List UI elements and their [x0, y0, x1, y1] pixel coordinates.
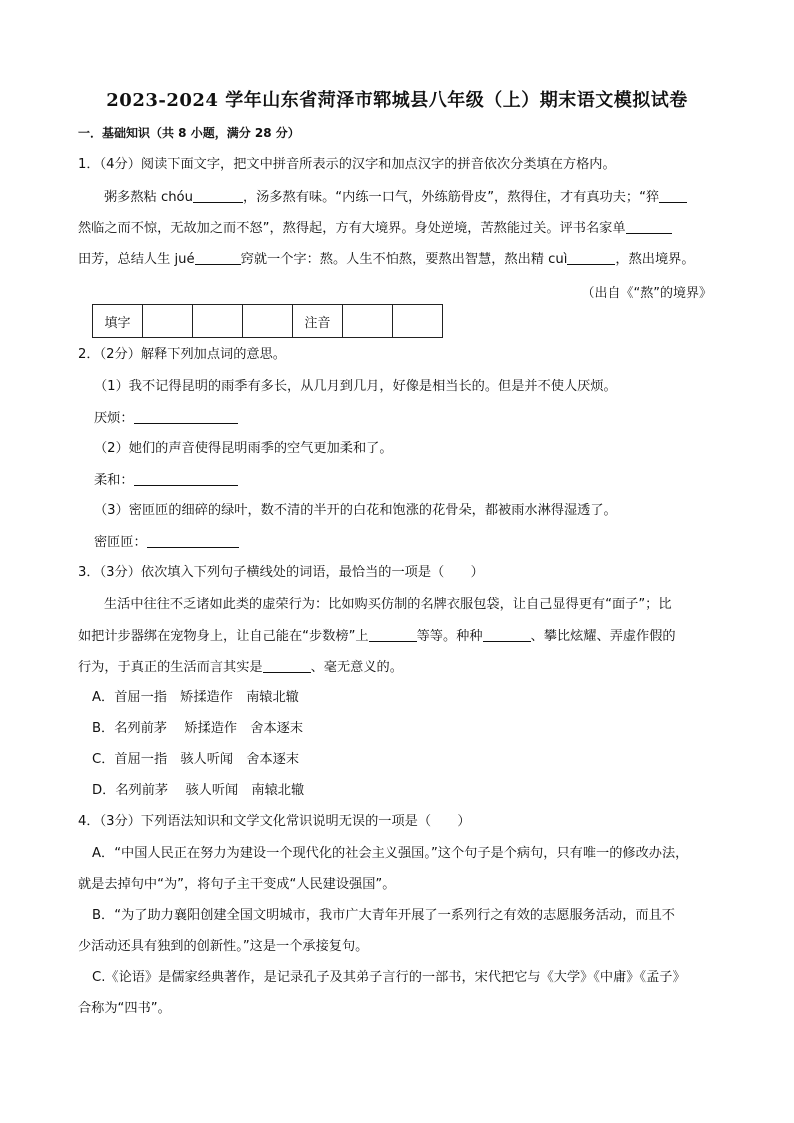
q3-option-b[interactable]: B．名列前茅 矫揉造作 舍本逐末: [92, 721, 304, 736]
answer-cell[interactable]: [343, 305, 393, 338]
q3-paragraph-line1: 生活中往往不乏诸如此类的虚荣行为：比如购买仿制的名牌衣服包袋，让自己显得更有“面子”；比: [104, 597, 672, 612]
q2-answer-1: [94, 409, 238, 428]
q4-option-c-line1[interactable]: C.《论语》是儒家经典著作，是记录孔子及其弟子言行的一部书，宋代把它与《大学》《中庸》《孟子》: [92, 970, 686, 985]
q1-stem: 1．（4分）阅读下面文字，把文中拼音所表示的汉字和加点汉字的拼音依次分类填在方格内。: [78, 157, 616, 172]
q2-sentence-1: （1）我不记得昆明的雨季有多长，从几月到几月，好像是相当长的。但是并不使人厌烦。: [94, 379, 617, 394]
answer-blank[interactable]: [483, 627, 531, 642]
answer-cell[interactable]: [393, 305, 443, 338]
answer-cell[interactable]: [143, 305, 193, 338]
q1-paragraph-line3: [78, 250, 695, 269]
q2-sentence-3: （3）密匝匝的细碎的绿叶，数不清的半开的白花和饱涨的花骨朵，都被雨水淋得湿透了。: [94, 503, 617, 518]
q2-stem: 2．（2分）解释下列加点词的意思。: [78, 347, 286, 362]
q2-answer-label: 厌烦：: [94, 411, 134, 426]
q3-text: 、毫无意义的。: [310, 660, 403, 675]
q3-option-c[interactable]: C．首屈一指 骇人听闻 舍本逐末: [92, 752, 300, 767]
q2-answer-3: [94, 533, 239, 552]
q1-answer-table: [92, 304, 443, 338]
answer-blank[interactable]: [659, 188, 687, 203]
q1-text: ，汤多熬有味。“内练一口气，外练筋骨皮”，熬得住，才有真功夫；“猝: [242, 190, 660, 205]
q1-source: （出自《“熬”的境界》: [581, 286, 712, 301]
q4-stem: 4．（3分）下列语法知识和文学文化常识说明无误的一项是（ ）: [78, 814, 471, 829]
pinyin-label-cell: 注音: [293, 305, 343, 338]
q4-option-a-line1[interactable]: A．“中国人民正在努力为建设一个现代化的社会主义强国。”这个句子是个病句，只有唯一的修改办法，: [92, 846, 689, 861]
q2-sentence-2: （2）她们的声音使得昆明雨季的空气更加柔和了。: [94, 441, 393, 456]
q3-text: 如把计步器绑在宠物身上，让自己能在“步数榜”上: [78, 629, 369, 644]
q4-option-c-line2: 合称为“四书”。: [78, 1001, 171, 1016]
q3-paragraph-line3: [78, 658, 403, 677]
answer-blank[interactable]: [626, 219, 672, 234]
answer-blank[interactable]: [134, 409, 238, 424]
q1-paragraph-line1: [104, 188, 687, 207]
answer-blank[interactable]: [195, 250, 241, 265]
q3-option-d[interactable]: D．名列前茅 骇人听闻 南辕北辙: [92, 783, 305, 798]
q3-text: 行为，于真正的生活而言其实是: [78, 660, 263, 675]
answer-blank[interactable]: [263, 658, 311, 673]
answer-cell[interactable]: [193, 305, 243, 338]
answer-blank[interactable]: [193, 188, 243, 203]
q4-option-b-line2: 少活动还具有独到的创新性。”这是一个承接复句。: [78, 939, 369, 954]
q3-stem: 3．（3分）依次填入下列句子横线处的词语，最恰当的一项是（ ）: [78, 565, 484, 580]
q1-text: 田芳，总结人生 jué: [78, 252, 195, 267]
q1-text: 粥多熬粘 chóu: [104, 190, 193, 205]
q4-option-a-line2: 就是去掉句中“为”，将句子主干变成“人民建设强国”。: [78, 877, 396, 892]
q3-paragraph-line2: [78, 627, 676, 646]
answer-blank[interactable]: [567, 250, 615, 265]
page-title: 2023-2024 学年山东省菏泽市郓城县八年级（上）期末语文模拟试卷: [106, 90, 688, 111]
fill-label-cell: 填字: [93, 305, 143, 338]
answer-blank[interactable]: [369, 627, 417, 642]
section-heading: 一．基础知识（共 8 小题，满分 28 分）: [78, 126, 300, 140]
q1-text: ，熬出境界。: [615, 252, 695, 267]
q2-answer-2: [94, 471, 238, 490]
answer-blank[interactable]: [134, 471, 238, 486]
q2-answer-label: 密匝匝：: [94, 535, 147, 550]
q1-text: 然临之而不惊，无故加之而不怒”，熬得起，方有大境界。身处逆境，苦熬能过关。评书名家单: [78, 221, 626, 236]
q3-option-a[interactable]: A．首屈一指 矫揉造作 南辕北辙: [92, 690, 299, 705]
q1-text: 窍就一个字：熬。人生不怕熬，要熬出智慧，熬出精 cuì: [240, 252, 568, 267]
q2-answer-label: 柔和：: [94, 473, 134, 488]
q1-paragraph-line2: [78, 219, 672, 238]
q3-text: 等等。种种: [416, 629, 483, 644]
q4-option-b-line1[interactable]: B．“为了助力襄阳创建全国文明城市，我市广大青年开展了一系列行之有效的志愿服务活动，而且不: [92, 908, 675, 923]
q3-text: 、攀比炫耀、弄虚作假的: [530, 629, 676, 644]
answer-cell[interactable]: [243, 305, 293, 338]
answer-blank[interactable]: [147, 533, 239, 548]
